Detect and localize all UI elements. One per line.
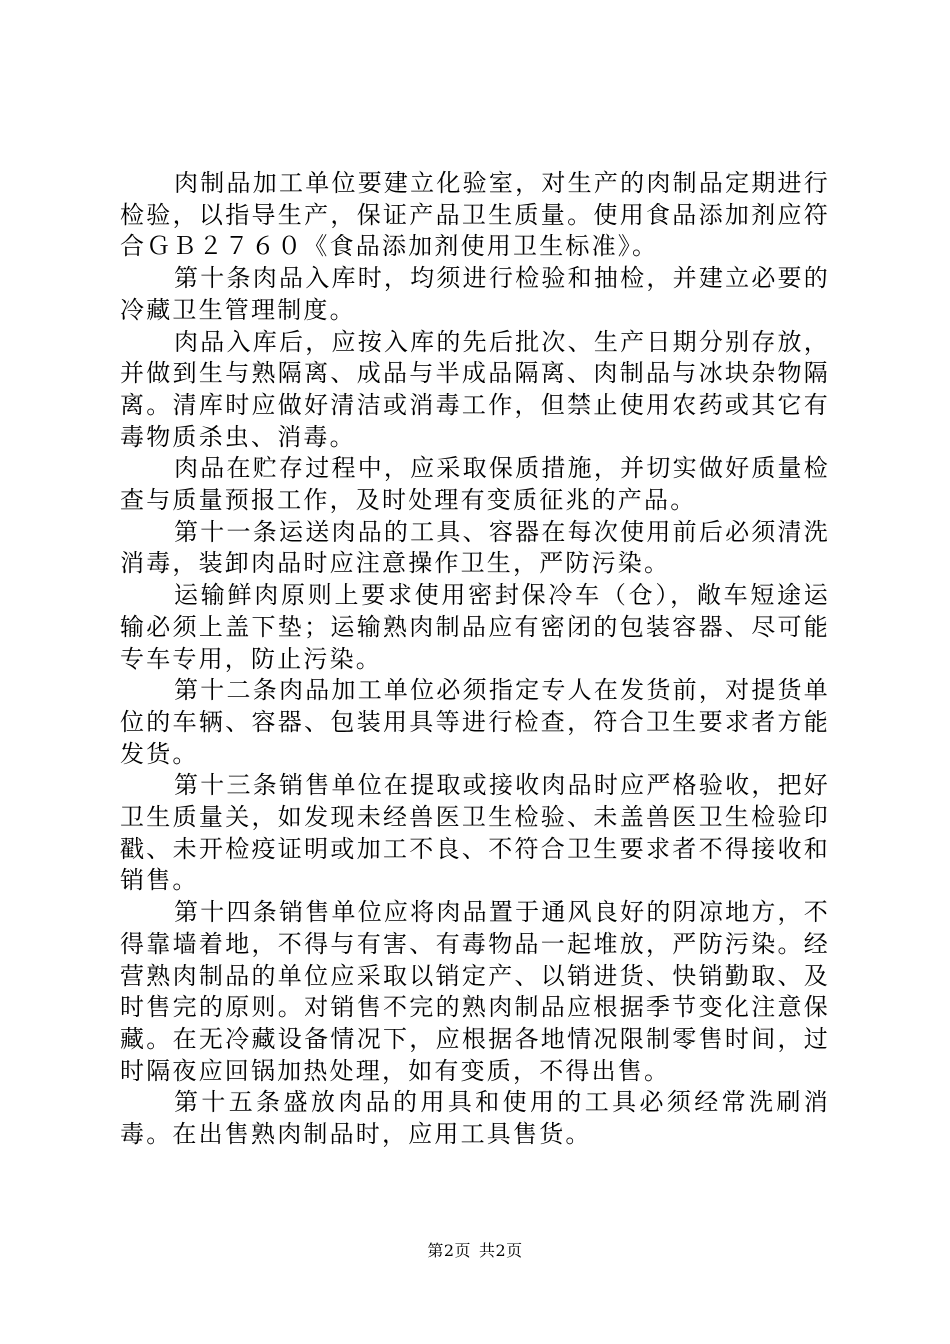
paragraph-preservation: 肉品在贮存过程中，应采取保质措施，并切实做好质量检查与质量预报工作，及时处理有变质征兆的产品。 bbox=[120, 454, 830, 515]
paragraph-lab-inspection: 肉制品加工单位要建立化验室，对生产的肉制品定期进行检验，以指导生产，保证产品卫生质量。使用食品添加剂应符合ＧＢ２７６０《食品添加剂使用卫生标准》。 bbox=[120, 169, 830, 261]
page-number: 第2页 bbox=[427, 1241, 471, 1260]
paragraph-article-12: 第十二条肉品加工单位必须指定专人在发货前，对提货单位的车辆、容器、包装用具等进行检查，符合卫生要求者方能发货。 bbox=[120, 676, 830, 768]
paragraph-storage: 肉品入库后，应按入库的先后批次、生产日期分别存放，并做到生与熟隔离、成品与半成品隔离、肉制品与冰块杂物隔离。清库时应做好清洁或消毒工作，但禁止使用农药或其它有毒物质杀虫、消毒。 bbox=[120, 327, 830, 451]
paragraph-article-11: 第十一条运送肉品的工具、容器在每次使用前后必须清洗消毒，装卸肉品时应注意操作卫生，严防污染。 bbox=[120, 517, 830, 578]
paragraph-transport: 运输鲜肉原则上要求使用密封保冷车（仓），敞车短途运输必须上盖下垫；运输熟肉制品应有密闭的包装容器、尽可能专车专用，防止污染。 bbox=[120, 581, 830, 673]
paragraph-article-15: 第十五条盛放肉品的用具和使用的工具必须经常洗刷消毒。在出售熟肉制品时，应用工具售货。 bbox=[120, 1088, 830, 1149]
paragraph-article-13: 第十三条销售单位在提取或接收肉品时应严格验收，把好卫生质量关，如发现未经兽医卫生检验、未盖兽医卫生检验印戳、未开检疫证明或加工不良、不符合卫生要求者不得接收和销售。 bbox=[120, 771, 830, 895]
paragraph-article-14: 第十四条销售单位应将肉品置于通风良好的阴凉地方，不得靠墙着地，不得与有害、有毒物品一起堆放，严防污染。经营熟肉制品的单位应采取以销定产、以销进货、快销勤取、及时售完的原则。对销售不完的熟肉制品应根据季节变化注意保藏。在无冷藏设备情况下，应根据各地情况限制零售时间，过时隔夜应回锅加热处理，如有变质，不得出售。 bbox=[120, 898, 830, 1085]
document-body bbox=[120, 168, 830, 1151]
page-footer bbox=[0, 1240, 950, 1262]
paragraph-article-10: 第十条肉品入库时，均须进行检验和抽检，并建立必要的冷藏卫生管理制度。 bbox=[120, 264, 830, 324]
page-total: 共2页 bbox=[479, 1241, 523, 1260]
